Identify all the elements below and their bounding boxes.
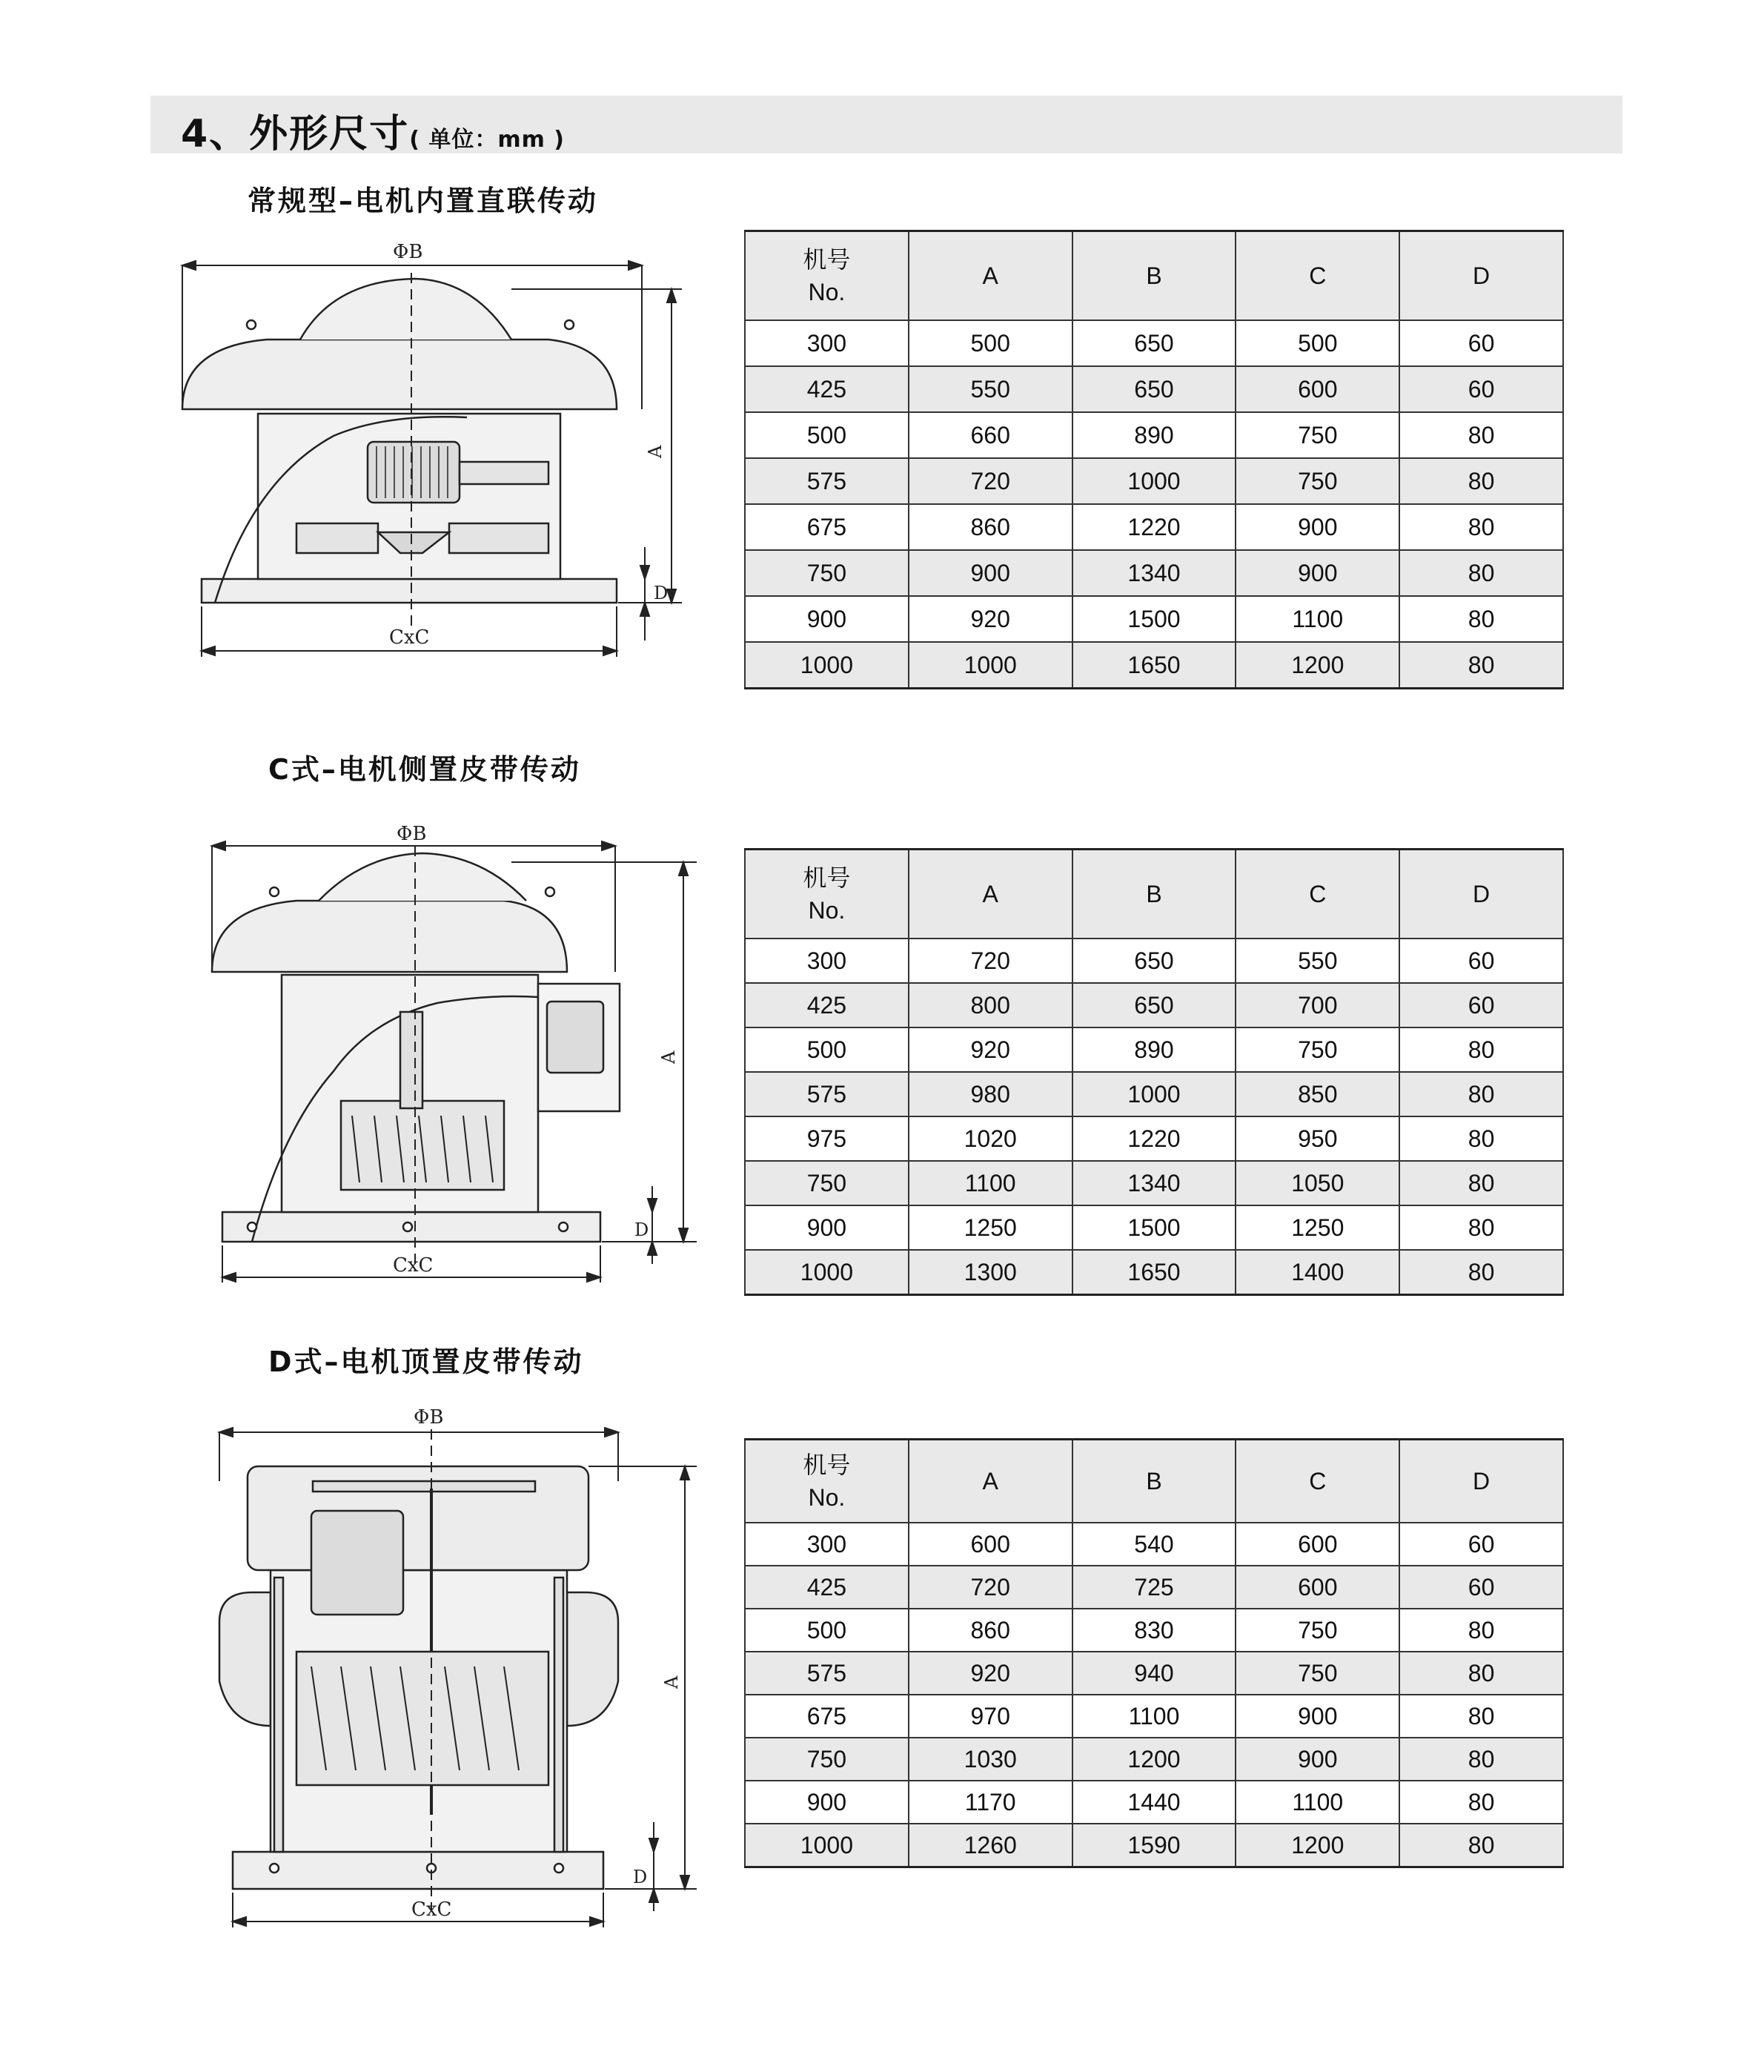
hood-side-right [567,1592,618,1726]
table-header-cell: D [1399,850,1563,939]
table-row [745,1072,1563,1116]
table-cell: 1000 [909,642,1072,689]
table-cell: 60 [1399,320,1563,366]
table-cell: 980 [909,1072,1072,1116]
dimension-table-standard [744,230,1564,689]
heading-text: 4、外形尺寸 [181,112,410,156]
table-cell: 1340 [1072,550,1236,596]
table-cell: 1220 [1072,504,1236,550]
table-cell: 80 [1399,1652,1563,1695]
table-row [745,1781,1563,1824]
table-row [745,596,1563,642]
table-cell: 750 [1236,458,1399,504]
table-cell: 1000 [1072,1072,1236,1116]
table-cell: 830 [1072,1609,1236,1652]
table-cell: 425 [745,1566,909,1609]
dim-label-d: D [654,583,669,603]
base-plate [233,1852,603,1889]
section-title-standard: 常规型–电机内置直联传动 [248,185,599,217]
table-cell: 80 [1399,1205,1563,1250]
table-cell: 60 [1399,1523,1563,1566]
table-cell: 500 [1236,320,1399,366]
dimension-table-type-c [744,848,1564,1296]
table-cell: 900 [745,1205,909,1250]
table-cell: 1020 [909,1116,1072,1161]
table-row [745,1566,1563,1609]
dim-label-d: D [633,1867,648,1887]
section-title-type-c: C式–电机侧置皮带传动 [268,753,581,786]
table-header-row [745,850,1563,939]
table-cell: 300 [745,320,909,366]
table-cell: 900 [1236,1738,1399,1781]
table-cell: 300 [745,1523,909,1566]
table-header-row [745,1440,1563,1523]
table-cell: 1590 [1072,1824,1236,1867]
table-cell: 600 [1236,1566,1399,1609]
section-title-type-d: D式–电机顶置皮带传动 [268,1346,584,1378]
table-cell: 800 [909,983,1072,1027]
table-header-cell: C [1236,1440,1399,1523]
motor [311,1511,403,1615]
table-cell: 1100 [1236,1781,1399,1824]
dim-label-a: A [658,1050,679,1064]
table-cell: 720 [909,1566,1072,1609]
table-row [745,939,1563,983]
table-cell: 80 [1399,1781,1563,1824]
hood-dome [319,853,526,901]
table-header-cell: A [909,231,1072,321]
table-cell: 900 [909,550,1072,596]
table-cell: 650 [1072,939,1236,983]
table-cell: 860 [909,504,1072,550]
table-cell: 60 [1399,939,1563,983]
table-header-cell: C [1236,850,1399,939]
table-cell: 920 [909,596,1072,642]
impeller-blade-right [449,523,548,553]
table-cell: 425 [745,366,909,412]
table-cell: 1100 [1072,1695,1236,1738]
table-cell: 80 [1399,596,1563,642]
table-cell: 1030 [909,1738,1072,1781]
table-cell: 80 [1399,1072,1563,1116]
table-cell: 600 [1236,1523,1399,1566]
table-cell: 900 [1236,1695,1399,1738]
table-cell: 575 [745,1652,909,1695]
table-cell: 80 [1399,642,1563,689]
table-cell: 60 [1399,983,1563,1027]
table-cell: 900 [1236,550,1399,596]
table-cell: 550 [909,366,1072,412]
table-cell: 750 [1236,1609,1399,1652]
table-cell: 1650 [1072,642,1236,689]
table-cell: 80 [1399,1027,1563,1072]
dim-label-d: D [634,1219,649,1240]
table-cell: 975 [745,1116,909,1161]
table-cell: 750 [745,1161,909,1205]
table-row [745,1250,1563,1295]
table-cell: 720 [909,939,1072,983]
table-cell: 850 [1236,1072,1399,1116]
table-row [745,550,1563,596]
table-row [745,983,1563,1027]
table-cell: 1200 [1072,1738,1236,1781]
table-cell: 1340 [1072,1161,1236,1205]
table-cell: 750 [1236,1027,1399,1072]
table-row [745,1824,1563,1867]
table-cell: 425 [745,983,909,1027]
table-cell: 650 [1072,366,1236,412]
table-header-cell: C [1236,231,1399,321]
table-cell: 1400 [1236,1250,1399,1295]
table-row [745,320,1563,366]
table-header-row [745,231,1563,321]
hood-dome [300,279,511,340]
dim-label-phi-b: ΦB [414,1406,444,1429]
table-header-cell: B [1072,850,1236,939]
table-row [745,1116,1563,1161]
dim-label-phi-b: ΦB [393,241,423,263]
table-row [745,1523,1563,1566]
table-cell: 1200 [1236,1824,1399,1867]
hood-side-left [219,1592,271,1726]
table-cell: 80 [1399,1695,1563,1738]
table-row [745,1161,1563,1205]
table-cell: 1170 [909,1781,1072,1824]
base-plate [202,579,617,603]
table-cell: 300 [745,939,909,983]
table-cell: 600 [909,1523,1072,1566]
table-cell: 500 [745,412,909,458]
dim-label-a: A [661,1675,682,1689]
table-row [745,412,1563,458]
table-cell: 1100 [909,1161,1072,1205]
table-row [745,458,1563,504]
table-header-cell: 机号 No. [745,1440,909,1523]
table-cell: 650 [1072,320,1236,366]
table-cell: 920 [909,1027,1072,1072]
table-cell: 1250 [909,1205,1072,1250]
table-cell: 575 [745,458,909,504]
table-cell: 1250 [1236,1205,1399,1250]
table-cell: 550 [1236,939,1399,983]
motor [547,1002,603,1073]
table-cell: 1300 [909,1250,1072,1295]
table-cell: 890 [1072,412,1236,458]
table-cell: 80 [1399,412,1563,458]
table-cell: 80 [1399,1116,1563,1161]
table-header-cell: B [1072,231,1236,321]
table-cell: 950 [1236,1116,1399,1161]
table-cell: 600 [1236,366,1399,412]
table-cell: 675 [745,504,909,550]
table-row [745,1205,1563,1250]
unit-note: ( 单位：mm ) [409,127,566,153]
table-cell: 80 [1399,504,1563,550]
table-cell: 575 [745,1072,909,1116]
table-cell: 80 [1399,550,1563,596]
table-header-cell: 机号 No. [745,231,909,321]
table-cell: 80 [1399,1161,1563,1205]
dim-label-a: A [645,445,666,458]
table-cell: 60 [1399,1566,1563,1609]
table-cell: 1000 [745,1250,909,1295]
table-cell: 900 [745,596,909,642]
dim-label-phi-b: ΦB [397,823,427,845]
section-heading [181,102,565,158]
rain-hood [182,340,617,409]
table-cell: 675 [745,1695,909,1738]
table-cell: 725 [1072,1566,1236,1609]
table-cell: 540 [1072,1523,1236,1566]
table-cell: 500 [909,320,1072,366]
fan-diagram-direct-drive [163,236,704,666]
table-cell: 720 [909,458,1072,504]
table-cell: 750 [745,550,909,596]
fan-diagram-top-motor [200,1400,704,1933]
table-header-cell: D [1399,1440,1563,1523]
dimension-table-type-d [744,1438,1564,1868]
table-header-cell: B [1072,1440,1236,1523]
fan-diagram-side-motor [193,819,704,1294]
table-header-cell: A [909,1440,1072,1523]
table-cell: 1000 [745,1824,909,1867]
belt-pulley [313,1481,535,1492]
table-row [745,1695,1563,1738]
table-row [745,366,1563,412]
table-cell: 660 [909,412,1072,458]
table-cell: 1650 [1072,1250,1236,1295]
table-cell: 890 [1072,1027,1236,1072]
table-cell: 900 [745,1781,909,1824]
table-cell: 80 [1399,1609,1563,1652]
table-cell: 1050 [1236,1161,1399,1205]
table-cell: 700 [1236,983,1399,1027]
table-header-cell: 机号 No. [745,850,909,939]
table-cell: 1200 [1236,642,1399,689]
rain-hood [212,901,567,972]
dim-label-cxc: CxC [411,1899,452,1921]
motor [368,442,460,503]
table-cell: 1000 [1072,458,1236,504]
table-cell: 1100 [1236,596,1399,642]
table-row [745,504,1563,550]
table-cell: 60 [1399,366,1563,412]
table-cell: 1000 [745,642,909,689]
table-cell: 1440 [1072,1781,1236,1824]
table-row [745,1738,1563,1781]
table-cell: 80 [1399,1824,1563,1867]
table-row [745,1609,1563,1652]
table-cell: 1220 [1072,1116,1236,1161]
table-cell: 860 [909,1609,1072,1652]
table-header-cell: A [909,850,1072,939]
table-cell: 650 [1072,983,1236,1027]
impeller-blade-left [296,523,378,553]
table-cell: 940 [1072,1652,1236,1695]
dim-label-cxc: CxC [393,1254,434,1277]
table-cell: 80 [1399,1250,1563,1295]
table-row [745,1652,1563,1695]
table-cell: 750 [1236,1652,1399,1695]
table-cell: 500 [745,1027,909,1072]
table-cell: 1260 [909,1824,1072,1867]
table-cell: 80 [1399,1738,1563,1781]
dim-label-cxc: CxC [389,626,430,649]
table-cell: 900 [1236,504,1399,550]
table-cell: 80 [1399,458,1563,504]
table-row [745,642,1563,689]
table-cell: 750 [1236,412,1399,458]
table-cell: 500 [745,1609,909,1652]
table-cell: 750 [745,1738,909,1781]
table-header-cell: D [1399,231,1563,321]
table-cell: 1500 [1072,596,1236,642]
table-row [745,1027,1563,1072]
table-cell: 970 [909,1695,1072,1738]
table-cell: 1500 [1072,1205,1236,1250]
table-cell: 920 [909,1652,1072,1695]
